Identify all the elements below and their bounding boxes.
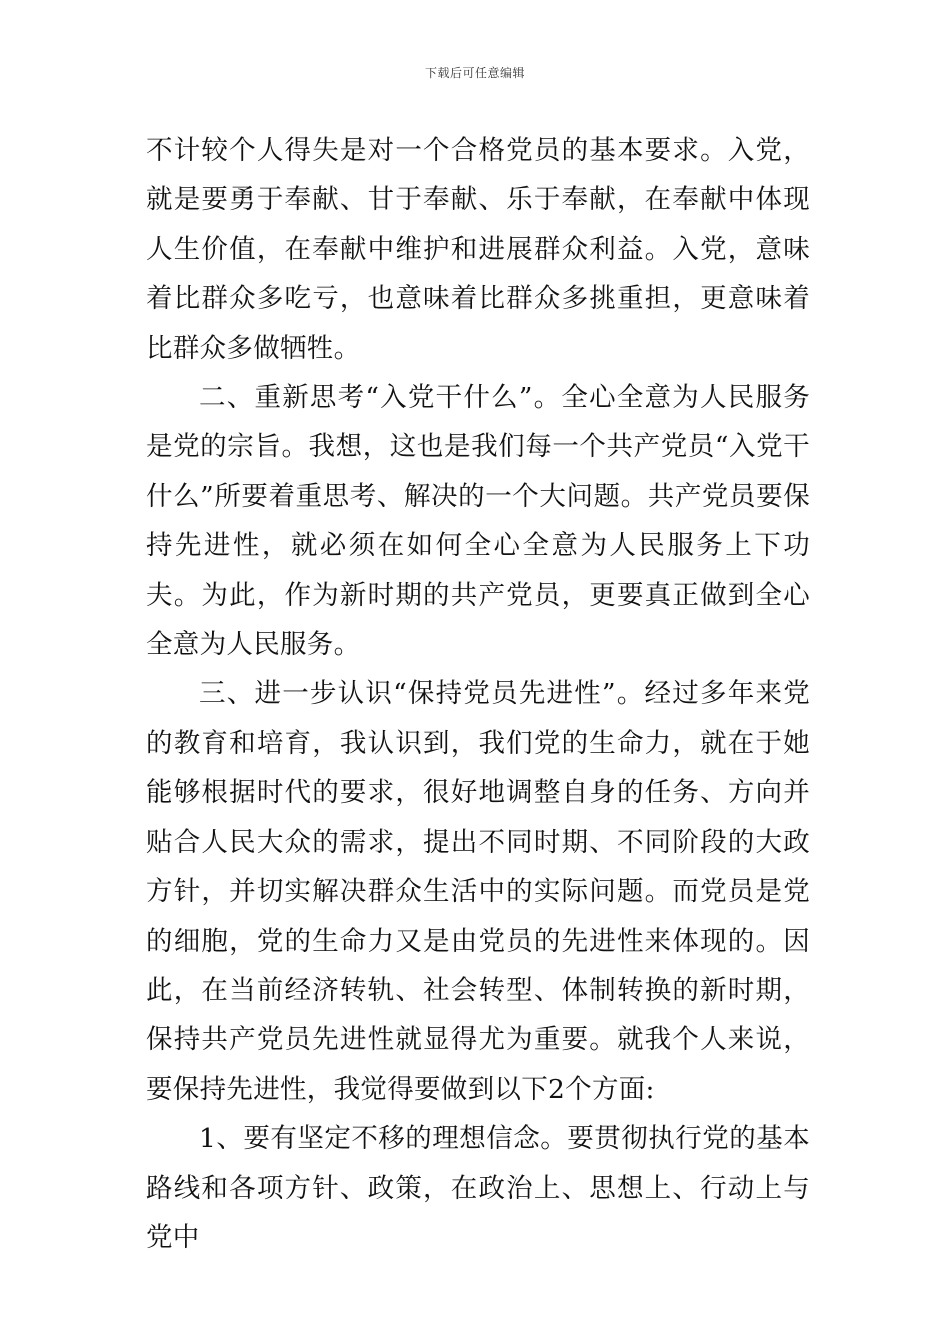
paragraph-point-one: 1、要有坚定不移的理想信念。要贯彻执行党的基本路线和各项方针、政策，在政治上、思想上、行动上与党中 <box>146 1123 810 1253</box>
header-note: 下载后可任意编辑 <box>424 66 525 80</box>
paragraph-continuation: 不计较个人得失是对一个合格党员的基本要求。入党，就是要勇于奉献、甘于奉献、乐于奉献，在奉献中体现人生价值，在奉献中维护和进展群众利益。入党，意味着比群众多吃亏，也意味着比群众多挑重担，更意味着比群众多做牺牲。 <box>146 135 810 364</box>
paragraph-section-two: 二、重新思考“入党干什么”。全心全意为人民服务是党的宗旨。我想，这也是我们每一个共产党员“入党干什么”所要着重思考、解决的一个大问题。共产党员要保持先进性，就必须在如何全心全意为人民服务上下功夫。为此，作为新时期的共产党员，更要真正做到全心全意为人民服务。 <box>146 382 811 661</box>
paragraph-section-three: 三、进一步认识“保持党员先进性”。经过多年来党的教育和培育，我认识到，我们党的生命力，就在于她能够根据时代的要求，很好地调整自身的任务、方向并贴合人民大众的需求，提出不同时期、不同阶段的大政方针，并切实解决群众生活中的实际问题。而党员是党的细胞，党的生命力又是由党员的先进性来体现的。因此，在当前经济转轨、社会转型、体制转换的新时期，保持共产党员先进性就显得尤为重要。就我个人来说，要保持先进性，我觉得要做到以下2个方面: <box>146 678 810 1105</box>
document-body <box>146 126 810 1262</box>
